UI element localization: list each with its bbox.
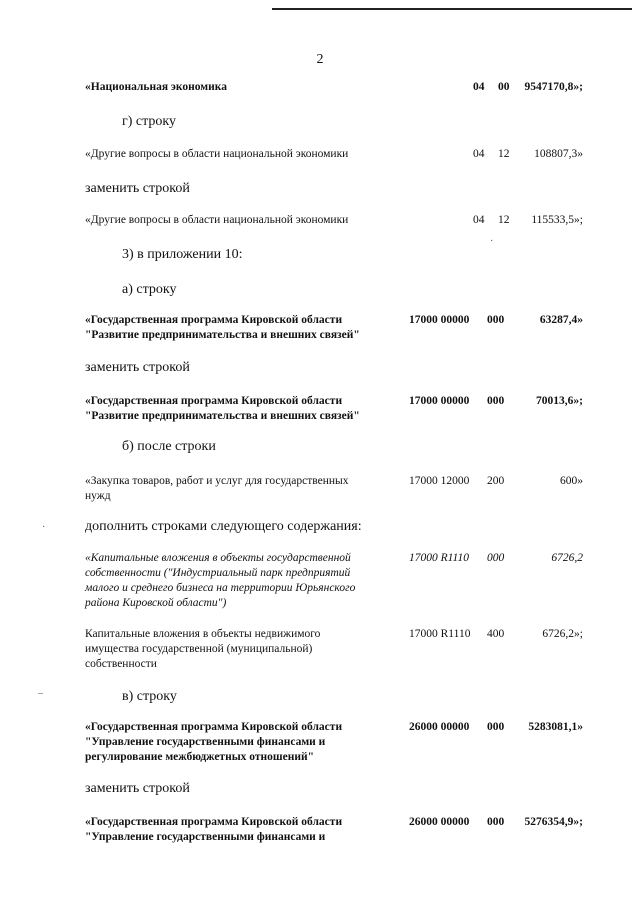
row-name: «Другие вопросы в области национальной экономики xyxy=(85,148,349,160)
row-amount: 6726,2»; xyxy=(542,628,583,640)
row-name: «Другие вопросы в области национальной экономики xyxy=(85,214,349,226)
row-amount: 115533,5»; xyxy=(531,214,583,226)
row-subsection: 12 xyxy=(498,148,510,160)
row-amount: 600» xyxy=(560,475,583,487)
row-amount: 6726,2 xyxy=(551,552,583,564)
row-subsection: 12 xyxy=(498,214,510,226)
instruction-3: 3) в приложении 10: xyxy=(122,247,243,262)
row-name: «Государственная программа Кировской области "Управление государственными финансами и xyxy=(85,816,343,843)
row-amount: 5283081,1» xyxy=(528,721,583,733)
instruction-replace: заменить строкой xyxy=(85,781,190,796)
row-code: 17000 00000 xyxy=(409,395,470,407)
row-type: 000 xyxy=(487,721,505,733)
row-amount: 63287,4» xyxy=(539,314,583,326)
row-code: 17000 00000 xyxy=(409,314,470,326)
row-section: 04 xyxy=(473,148,485,160)
row-name: «Закупка товаров, работ и услуг для государственных нужд xyxy=(85,475,349,502)
row-amount: 9547170,8»; xyxy=(524,81,583,93)
instruction-g: г) строку xyxy=(122,114,177,129)
row-type: 400 xyxy=(487,628,505,640)
row-subsection: 00 xyxy=(498,81,510,93)
scan-speck: · xyxy=(490,236,494,247)
row-type: 000 xyxy=(487,314,505,326)
row-name: «Государственная программа Кировской области "Развитие предпринимательства и внешних связей" xyxy=(85,395,360,422)
row-type: 200 xyxy=(487,475,505,487)
row-name: Капитальные вложения в объекты недвижимого имущества государственной (муниципальной) собственности xyxy=(85,628,321,670)
row-name: «Государственная программа Кировской области "Управление государственными финансами и регулирование межбюджетных отношений" xyxy=(85,721,343,763)
row-amount: 70013,6»; xyxy=(536,395,583,407)
instruction-add: дополнить строками следующего содержания: xyxy=(85,519,362,534)
row-name: «Национальная экономика xyxy=(85,81,227,93)
row-code: 17000 R1110 xyxy=(409,628,471,640)
top-rule xyxy=(272,8,632,10)
instruction-v: в) строку xyxy=(122,689,177,704)
instruction-replace: заменить строкой xyxy=(85,360,190,375)
page-number: 2 xyxy=(316,52,324,67)
scan-speck: – xyxy=(38,688,43,699)
scan-speck: · xyxy=(42,522,46,533)
row-code: 17000 R1110 xyxy=(409,552,469,564)
row-name: «Государственная программа Кировской области "Развитие предпринимательства и внешних связей" xyxy=(85,314,360,341)
row-code: 26000 00000 xyxy=(409,816,470,828)
row-name: «Капитальные вложения в объекты государственной собственности ("Индустриальный парк предприятий малого и среднего бизнеса на территории Юрьянского района Кировской области") xyxy=(85,552,356,609)
row-amount: 5276354,9»; xyxy=(524,816,583,828)
instruction-replace: заменить строкой xyxy=(85,181,190,196)
row-section: 04 xyxy=(473,214,485,226)
row-amount: 108807,3» xyxy=(534,148,583,160)
row-section: 04 xyxy=(473,81,485,93)
row-type: 000 xyxy=(487,395,505,407)
row-code: 26000 00000 xyxy=(409,721,470,733)
instruction-b: б) после строки xyxy=(122,439,216,454)
row-type: 000 xyxy=(487,552,505,564)
row-code: 17000 12000 xyxy=(409,475,470,487)
row-type: 000 xyxy=(487,816,505,828)
instruction-a: а) строку xyxy=(122,282,177,297)
